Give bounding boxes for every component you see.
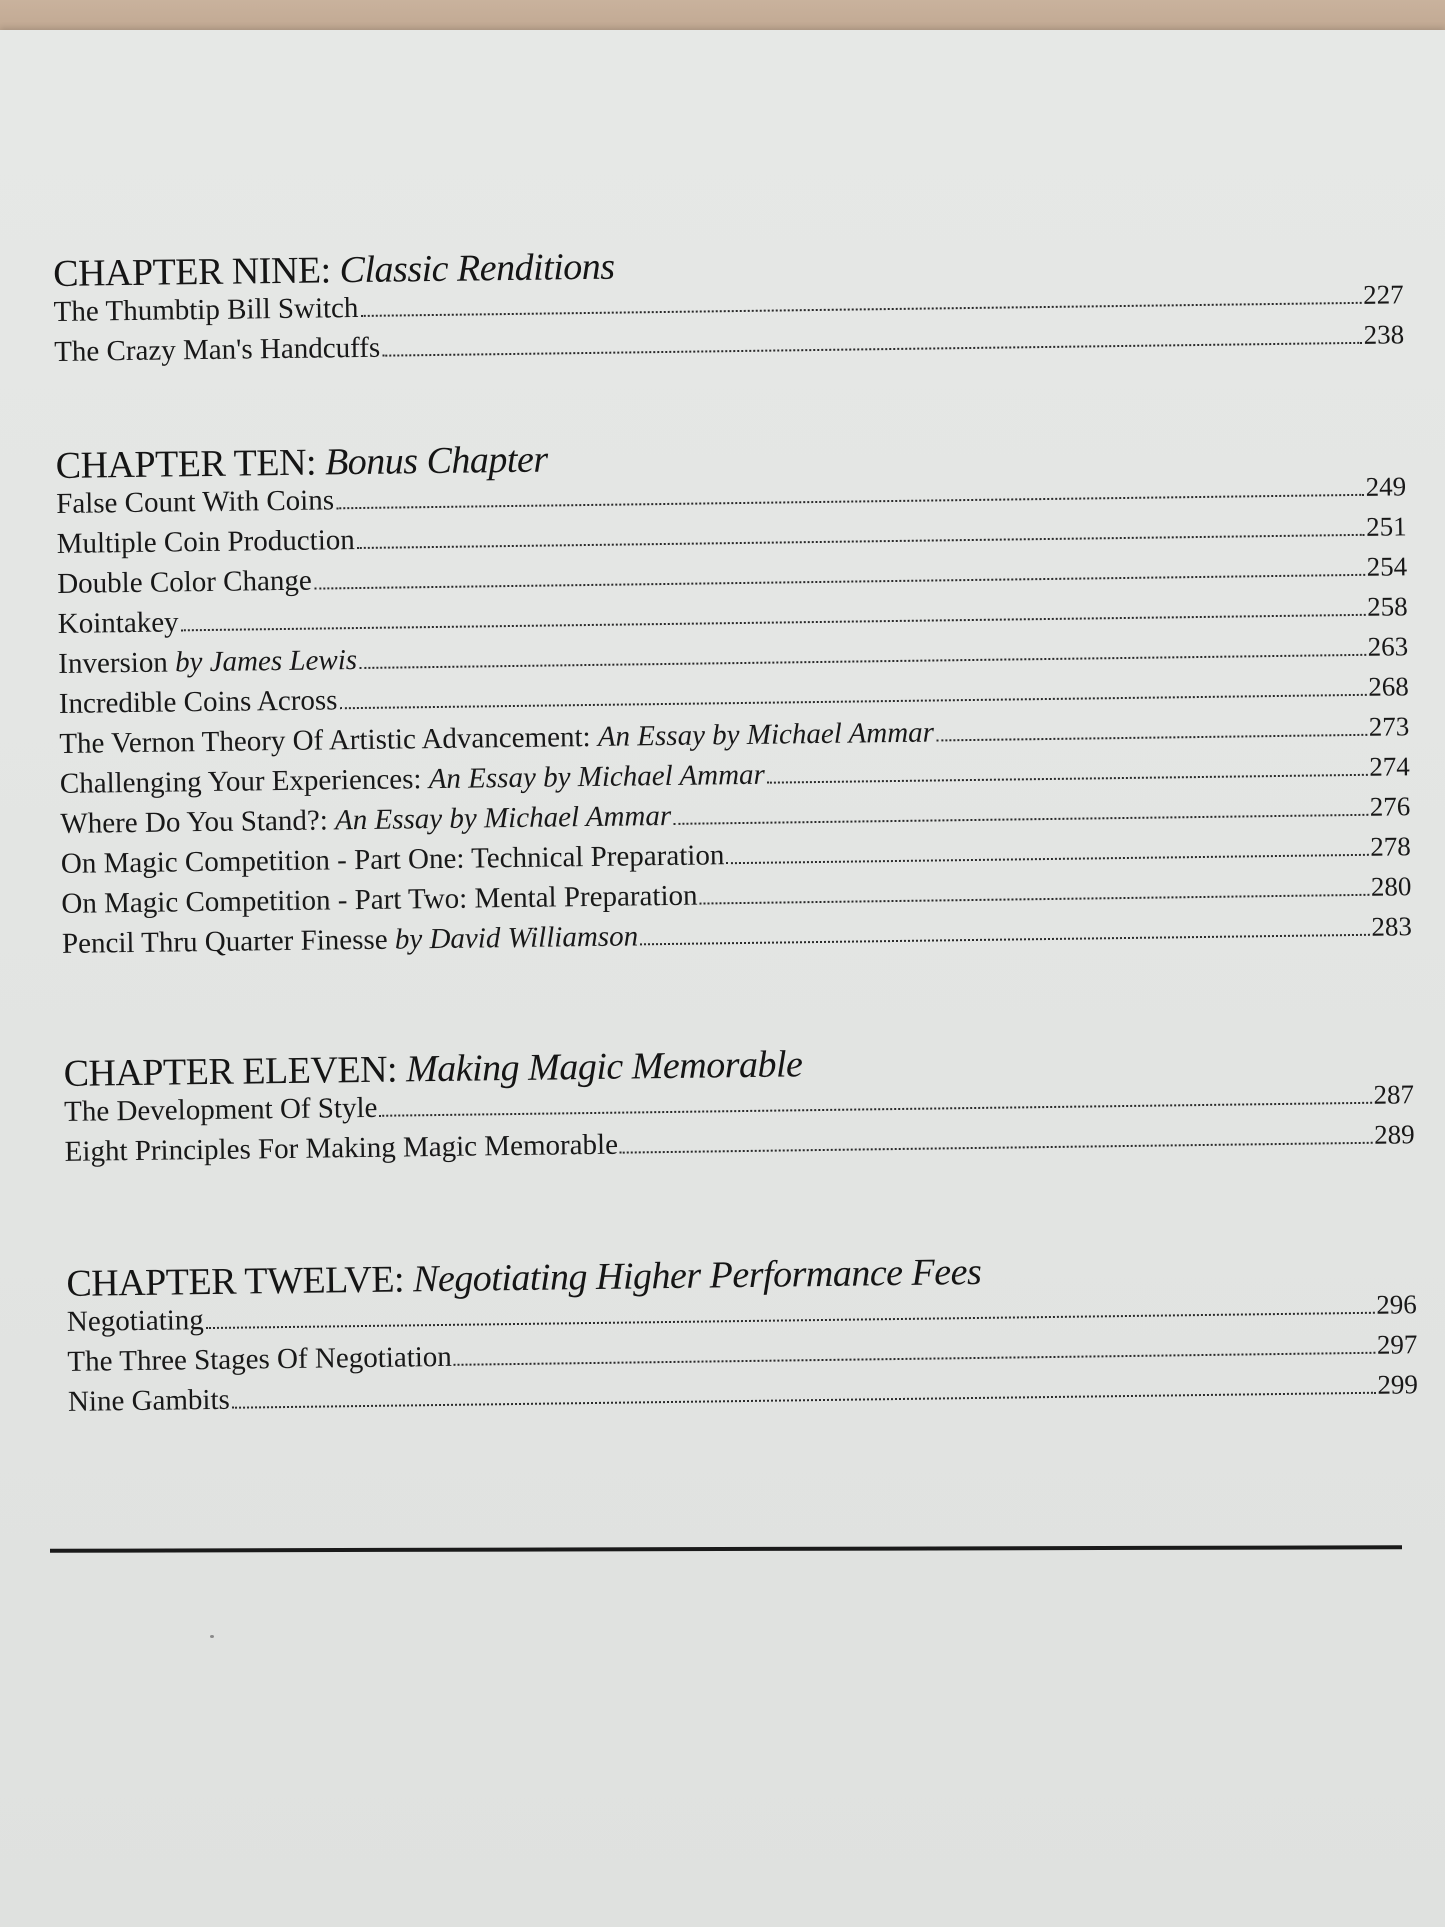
chapter-subtitle: Classic Renditions <box>339 245 615 292</box>
chapter-subtitle: Bonus Chapter <box>324 438 548 484</box>
dot-leader <box>314 574 1365 590</box>
entry-title: Negotiating <box>66 1304 205 1338</box>
chapter-subtitle: Making Magic Memorable <box>405 1043 803 1091</box>
book-page <box>0 30 1445 1927</box>
horizontal-rule <box>50 1545 1402 1553</box>
dot-leader <box>700 894 1369 905</box>
dot-leader <box>620 1142 1372 1154</box>
entry-page-number: 263 <box>1367 631 1409 662</box>
chapter-number: CHAPTER ELEVEN: <box>63 1048 398 1095</box>
dot-leader <box>361 302 1362 317</box>
chapter-number: CHAPTER NINE: <box>52 249 331 295</box>
entry-title: The Vernon Theory Of Artistic Advancement: An Essay by Michael Ammar <box>59 716 935 760</box>
dot-leader <box>726 854 1368 864</box>
entry-page-number: 227 <box>1362 279 1404 310</box>
entry-title: The Thumbtip Bill Switch <box>53 291 359 328</box>
entry-page-number: 249 <box>1365 471 1407 502</box>
entry-page-number: 278 <box>1370 831 1411 862</box>
dot-leader <box>673 814 1368 825</box>
entry-page-number: 273 <box>1368 711 1410 742</box>
entry-title: The Three Stages Of Negotiation <box>67 1340 453 1378</box>
entry-title: Multiple Coin Production <box>56 524 355 560</box>
entry-page-number: 258 <box>1366 591 1408 622</box>
paper-speck <box>210 1635 214 1638</box>
entry-title: The Crazy Man's Handcuffs <box>54 331 381 368</box>
chapter-twelve <box>66 1244 1418 1426</box>
dot-leader <box>232 1392 1376 1409</box>
entry-title: Pencil Thru Quarter Finesse by David Williamson <box>61 920 639 960</box>
dot-leader <box>936 734 1367 742</box>
entry-page-number: 283 <box>1371 911 1413 942</box>
entry-page-number: 287 <box>1373 1079 1415 1110</box>
dot-leader <box>359 654 1366 669</box>
chapter-eleven <box>63 1034 1415 1176</box>
entry-title: Nine Gambits <box>67 1383 231 1418</box>
entry-title: False Count With Coins <box>55 484 335 520</box>
entry-title: Eight Principles For Making Magic Memorable <box>64 1128 619 1168</box>
entry-title: Inversion by James Lewis <box>58 644 358 680</box>
dot-leader <box>357 534 1364 549</box>
dot-leader <box>382 342 1361 357</box>
chapter-nine <box>53 234 1405 376</box>
chapter-number: CHAPTER TEN: <box>55 441 317 487</box>
entry-page-number: 238 <box>1363 319 1405 350</box>
chapter-ten <box>55 426 1412 968</box>
entry-page-number: 297 <box>1376 1329 1418 1360</box>
entry-page-number: 268 <box>1368 671 1409 702</box>
dot-leader <box>380 1102 1372 1117</box>
entry-title: Challenging Your Experiences: An Essay by Michael Ammar <box>59 758 766 800</box>
chapter-number: CHAPTER TWELVE: <box>66 1258 405 1305</box>
dot-leader <box>336 494 1364 509</box>
entry-page-number: 276 <box>1369 791 1411 822</box>
dot-leader <box>181 614 1366 632</box>
dot-leader <box>206 1312 1375 1329</box>
entry-title: Incredible Coins Across <box>58 684 338 720</box>
entry-title: Double Color Change <box>57 564 312 600</box>
entry-title: On Magic Competition - Part Two: Mental Preparation <box>61 879 698 920</box>
dot-leader <box>340 694 1367 709</box>
entry-page-number: 289 <box>1373 1119 1415 1150</box>
entry-page-number: 299 <box>1377 1369 1419 1400</box>
dot-leader <box>454 1352 1375 1366</box>
dot-leader <box>767 774 1367 784</box>
entry-title: The Development Of Style <box>63 1091 378 1128</box>
entry-title: Where Do You Stand?: An Essay by Michael Ammar <box>60 799 672 840</box>
entry-title: Kointakey <box>57 606 179 640</box>
dot-leader <box>640 934 1369 946</box>
chapter-subtitle: Negotiating Higher Performance Fees <box>412 1250 982 1301</box>
entry-page-number: 251 <box>1365 511 1407 542</box>
entry-page-number: 280 <box>1370 871 1412 902</box>
entry-page-number: 274 <box>1369 751 1410 782</box>
entry-title: On Magic Competition - Part One: Technical Preparation <box>60 839 725 880</box>
entry-page-number: 296 <box>1376 1289 1417 1320</box>
entry-page-number: 254 <box>1366 551 1408 582</box>
